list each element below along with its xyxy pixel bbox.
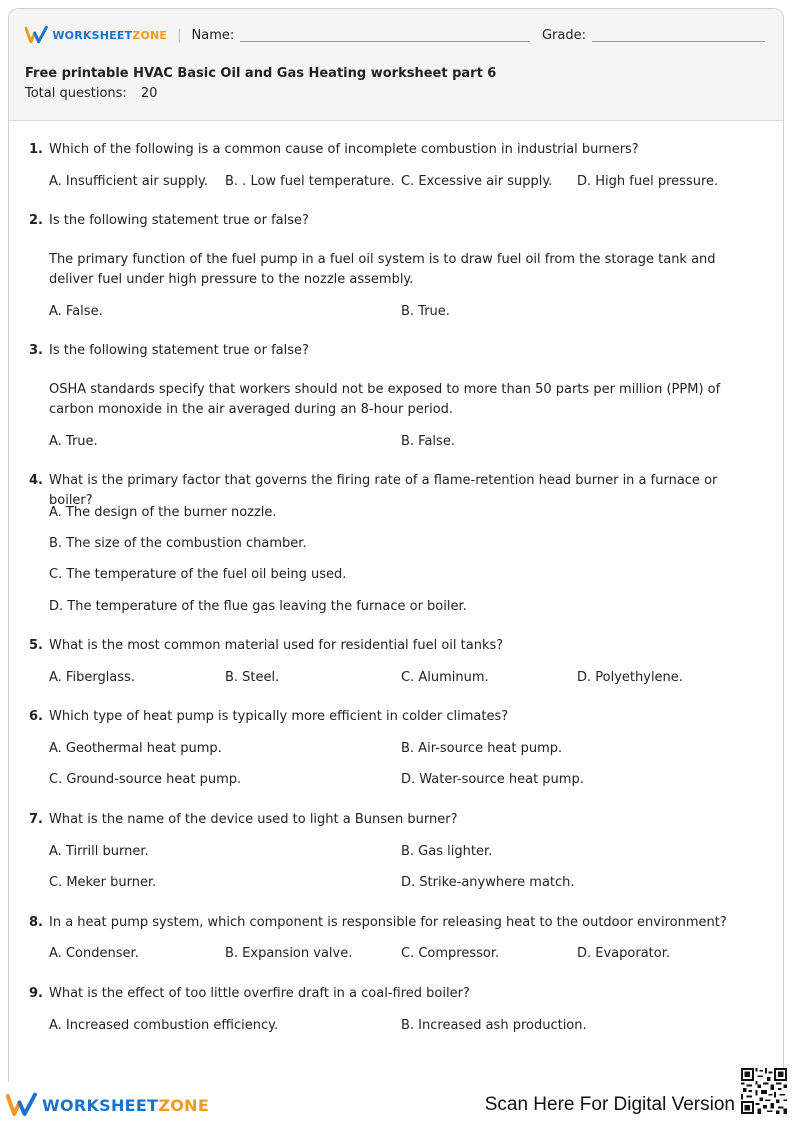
option-a[interactable]: A. Condenser. — [49, 946, 139, 961]
option-a[interactable]: A. The design of the burner nozzle. — [49, 505, 277, 520]
question-number: 6. — [29, 709, 43, 724]
option-d[interactable]: D. Strike-anywhere match. — [401, 875, 575, 890]
option-b[interactable]: B. True. — [401, 304, 450, 319]
question-text: Is the following statement true or false? — [49, 213, 309, 228]
scan-text: Scan Here For Digital Version — [484, 1094, 735, 1115]
option-b[interactable]: B. Expansion valve. — [225, 946, 353, 961]
option-a[interactable]: A. False. — [49, 304, 103, 319]
question-text: Is the following statement true or false? — [49, 343, 309, 358]
option-b[interactable]: B. Increased ash production. — [401, 1018, 587, 1033]
grade-field[interactable] — [592, 29, 765, 42]
option-a[interactable]: A. Fiberglass. — [49, 670, 135, 685]
worksheet-sheet — [8, 8, 784, 1082]
option-d[interactable]: D. Polyethylene. — [577, 670, 683, 685]
option-a[interactable]: A. Tirrill burner. — [49, 844, 149, 859]
grade-label: Grade: — [541, 27, 586, 43]
question-text: What is the primary factor that governs the firing rate of a flame-retention head burner in a furnace or boiler? — [49, 473, 718, 508]
brand-separator: | — [177, 27, 182, 43]
option-d[interactable]: D. High fuel pressure. — [577, 174, 719, 189]
option-c[interactable]: C. The temperature of the fuel oil being used. — [49, 567, 347, 582]
option-b[interactable]: B. Gas lighter. — [401, 844, 493, 859]
option-c[interactable]: C. Meker burner. — [49, 875, 157, 890]
option-a[interactable]: A. Insufficient air supply. — [49, 174, 208, 189]
question-text: Which type of heat pump is typically more efficient in colder climates? — [49, 709, 509, 724]
brand-name: WORKSHEETZONE — [52, 28, 168, 42]
option-c[interactable]: C. Compressor. — [401, 946, 500, 961]
question-number: 4. — [29, 473, 43, 488]
option-a[interactable]: A. Geothermal heat pump. — [49, 741, 222, 756]
worksheet-zone-logo-icon — [6, 1092, 38, 1118]
option-b[interactable]: B. The size of the combustion chamber. — [49, 536, 307, 551]
question-number: 9. — [29, 986, 43, 1001]
total-questions — [25, 86, 157, 101]
option-c[interactable]: C. Aluminum. — [401, 670, 489, 685]
name-field[interactable] — [240, 29, 530, 42]
question-text: What is the name of the device used to light a Bunsen burner? — [49, 812, 458, 827]
question-text: Which of the following is a common cause of incomplete combustion in industrial burners? — [49, 142, 639, 157]
worksheet-title: Free printable HVAC Basic Oil and Gas Heating worksheet part 6 — [25, 66, 497, 81]
option-c[interactable]: C. Excessive air supply. — [401, 174, 553, 189]
question-number: 5. — [29, 638, 43, 653]
statement-text: OSHA standards specify that workers should not be exposed to more than 50 parts per million (PPM) of carbon monoxide in the air averaged during an 8-hour period. — [49, 382, 721, 417]
question-text: What is the most common material used for residential fuel oil tanks? — [49, 638, 504, 653]
total-questions-label: Total questions: — [25, 86, 127, 101]
page-footer — [0, 1082, 793, 1122]
footer-logo — [6, 1092, 209, 1118]
question-text: What is the effect of too little overfire draft in a coal-fired boiler? — [49, 986, 470, 1001]
question-number: 3. — [29, 343, 43, 358]
option-d[interactable]: D. Evaporator. — [577, 946, 670, 961]
question-number: 1. — [29, 142, 43, 157]
question-number: 7. — [29, 812, 43, 827]
name-label: Name: — [191, 27, 235, 43]
question-number: 8. — [29, 915, 43, 930]
qr-code-icon[interactable] — [741, 1068, 787, 1114]
option-a[interactable]: A. True. — [49, 434, 98, 449]
option-c[interactable]: C. Ground-source heat pump. — [49, 772, 242, 787]
option-a[interactable]: A. Increased combustion efficiency. — [49, 1018, 279, 1033]
brand-row — [25, 25, 765, 45]
option-b[interactable]: B. False. — [401, 434, 455, 449]
option-d[interactable]: D. Water-source heat pump. — [401, 772, 584, 787]
option-b[interactable]: B. Steel. — [225, 670, 280, 685]
option-d[interactable]: D. The temperature of the flue gas leaving the furnace or boiler. — [49, 599, 467, 614]
option-b[interactable]: B. Air-source heat pump. — [401, 741, 563, 756]
total-questions-value: 20 — [140, 86, 158, 101]
worksheet-header — [9, 9, 783, 121]
worksheet-zone-logo-icon — [25, 25, 48, 45]
question-number: 2. — [29, 213, 43, 228]
question-text: In a heat pump system, which component is responsible for releasing heat to the outdoor environment? — [49, 915, 727, 930]
statement-text: The primary function of the fuel pump in a fuel oil system is to draw fuel oil from the storage tank and deliver fuel under high pressure to the nozzle assembly. — [49, 252, 716, 287]
option-b[interactable]: B. . Low fuel temperature. — [225, 174, 395, 189]
footer-brand-name: WORKSHEETZONE — [42, 1095, 210, 1115]
